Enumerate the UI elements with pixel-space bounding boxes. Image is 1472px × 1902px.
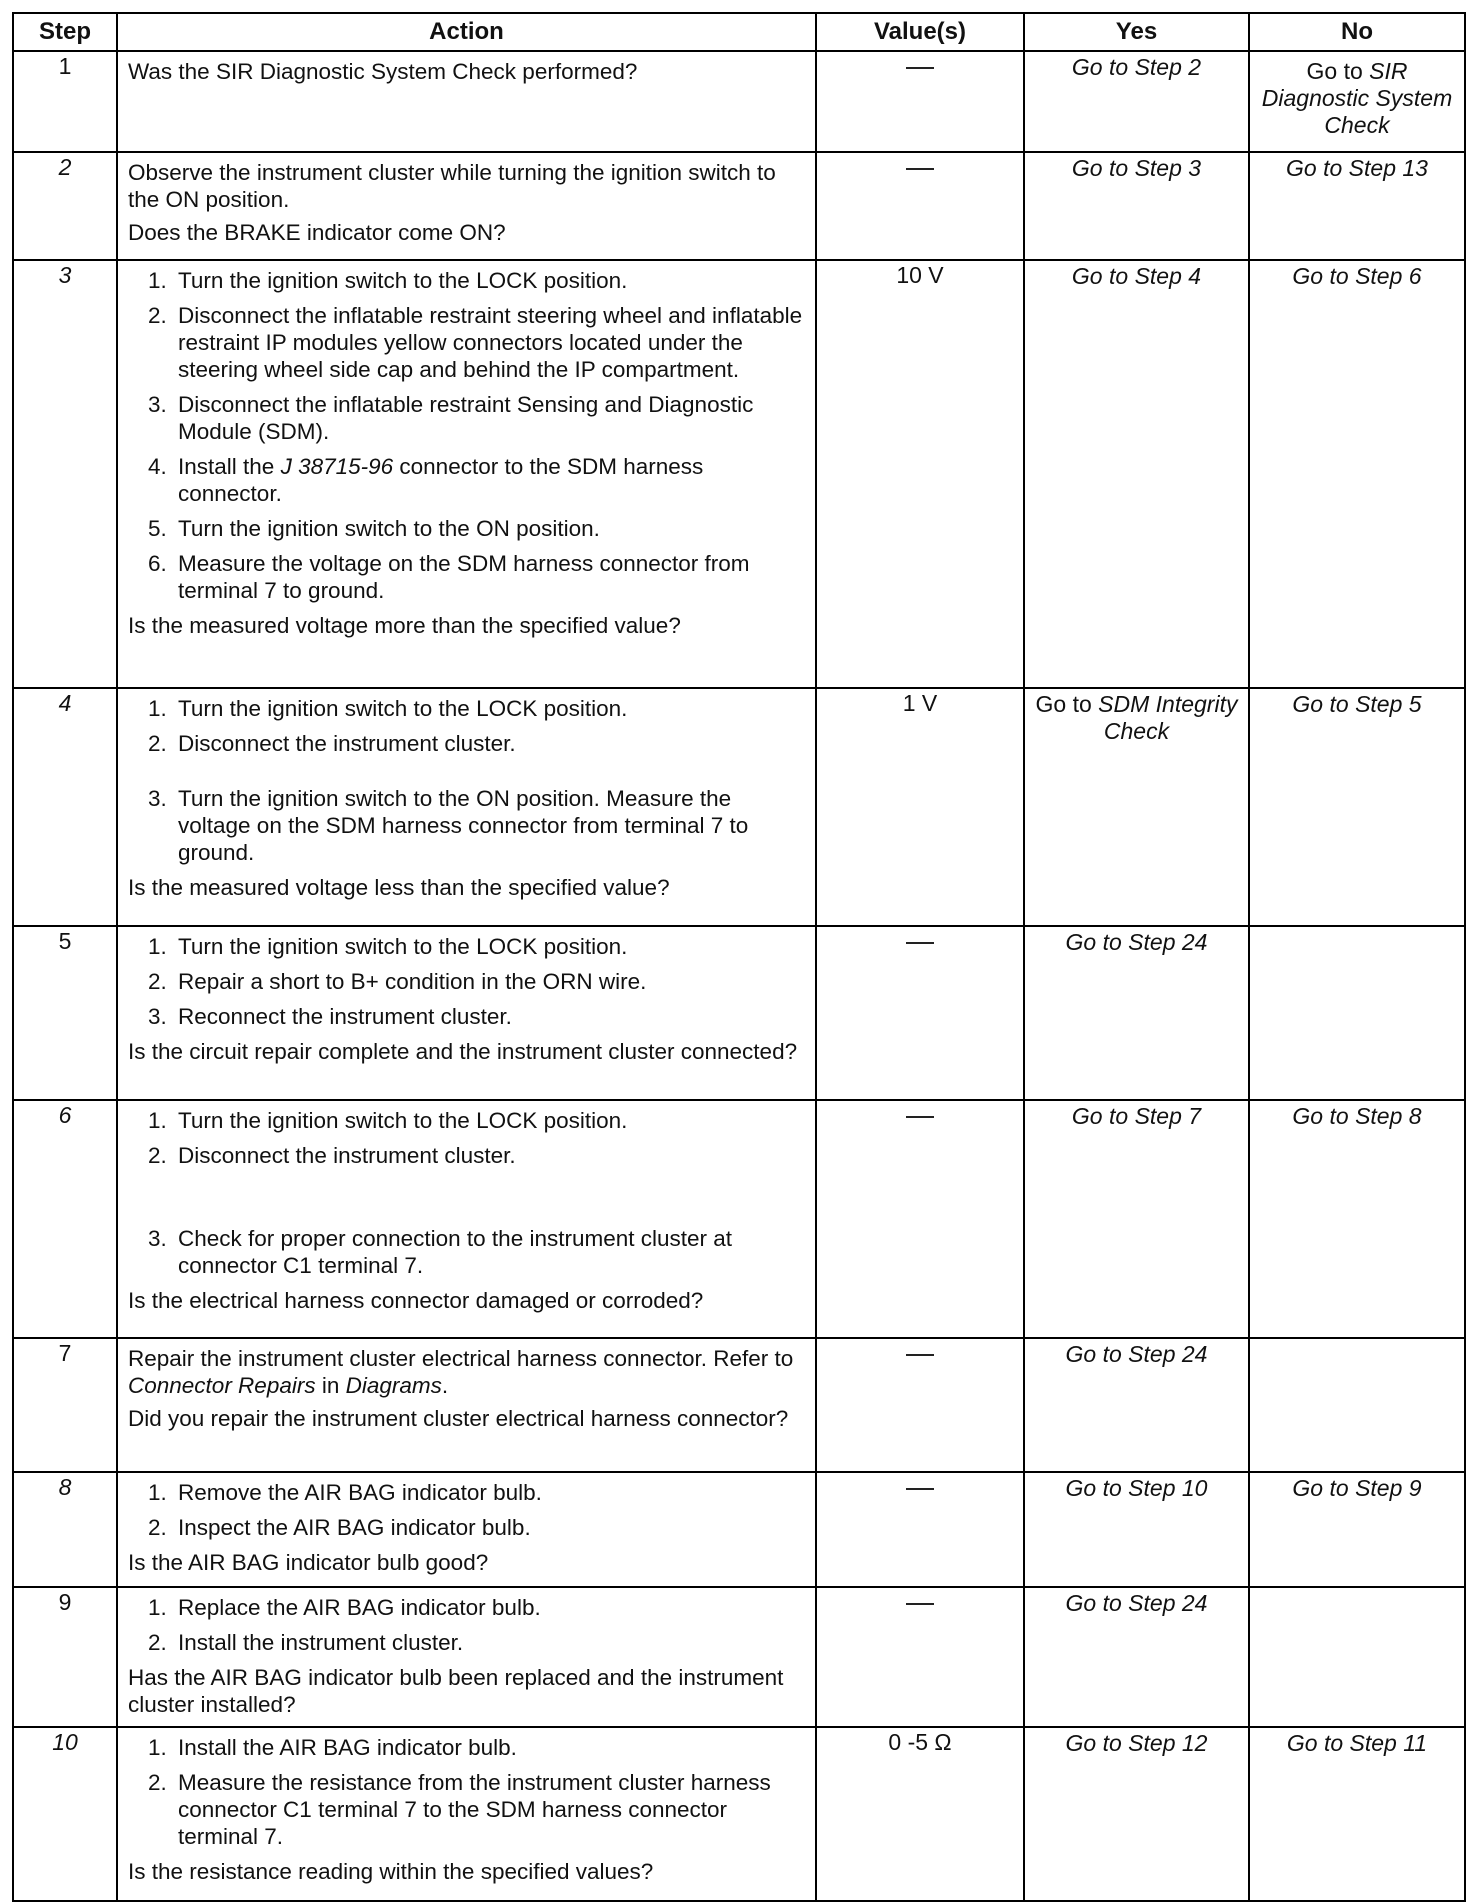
substep: 3. Check for proper connection to the instrument cluster at connector C1 terminal 7. <box>148 1226 733 1278</box>
action-question: Does the BRAKE indicator come ON? <box>128 220 506 245</box>
step-number: 3 <box>13 260 117 688</box>
table-row <box>13 1100 1465 1338</box>
action-cell <box>117 1727 816 1901</box>
action-question: Is the measured voltage less than the specified value? <box>128 875 670 900</box>
dash-mark <box>906 1603 934 1605</box>
action-cell <box>117 152 816 260</box>
yes-cell[interactable] <box>1024 688 1249 926</box>
step-number: 6 <box>13 1100 117 1338</box>
table-row <box>13 51 1465 152</box>
substep: 3. Turn the ignition switch to the ON position. Measure the voltage on the SDM harness connector from terminal 7 to ground. <box>148 786 749 865</box>
dash-mark <box>906 67 934 69</box>
step-number: 8 <box>13 1472 117 1587</box>
substep: 5. Turn the ignition switch to the ON position. <box>148 516 600 541</box>
action-cell <box>117 926 816 1100</box>
connector-repairs-link[interactable]: Connector Repairs <box>128 1373 316 1398</box>
action-question: Is the electrical harness connector damaged or corroded? <box>128 1288 704 1313</box>
yes-cell[interactable]: Go to Step 24 <box>1024 1587 1249 1727</box>
yes-cell[interactable]: Go to Step 7 <box>1024 1100 1249 1338</box>
substep: 2. Measure the resistance from the instrument cluster harness connector C1 terminal 7 to the SDM harness connector terminal 7. <box>148 1770 771 1849</box>
value-cell <box>816 51 1024 152</box>
header-step: Step <box>13 13 117 51</box>
substep: 1. Remove the AIR BAG indicator bulb. <box>148 1480 542 1505</box>
header-action: Action <box>117 13 816 51</box>
table-row <box>13 260 1465 688</box>
substep: 1. Turn the ignition switch to the LOCK position. <box>148 1108 628 1133</box>
substep: 2. Disconnect the instrument cluster. <box>148 1143 516 1168</box>
substep: 2. Install the instrument cluster. <box>148 1630 464 1655</box>
action-question: Is the resistance reading within the specified values? <box>128 1859 654 1884</box>
no-cell[interactable]: Go to Step 6 <box>1249 260 1465 688</box>
substep: 2. Disconnect the inflatable restraint steering wheel and inflatable restraint IP modules yellow connectors located under the steering wheel side cap and behind the IP compartment. <box>148 303 803 382</box>
substep: 1. Replace the AIR BAG indicator bulb. <box>148 1595 541 1620</box>
substep-list <box>128 695 809 866</box>
no-link[interactable]: SIR Diagnostic System Check <box>1261 58 1453 138</box>
yes-cell[interactable]: Go to Step 4 <box>1024 260 1249 688</box>
step-number: 5 <box>13 926 117 1100</box>
no-cell[interactable]: Go to Step 9 <box>1249 1472 1465 1587</box>
step-number: 2 <box>13 152 117 260</box>
value-cell: 0 -5 Ω <box>816 1727 1024 1901</box>
yes-cell[interactable]: Go to Step 3 <box>1024 152 1249 260</box>
action-cell <box>117 1100 816 1338</box>
no-cell <box>1249 1587 1465 1727</box>
no-cell <box>1249 1338 1465 1472</box>
substep: 2. Disconnect the instrument cluster. <box>148 731 516 756</box>
dash-mark <box>906 1488 934 1490</box>
step-number: 1 <box>13 51 117 152</box>
value-cell <box>816 1587 1024 1727</box>
value-cell <box>816 1100 1024 1338</box>
no-cell <box>1249 926 1465 1100</box>
action-question: Is the circuit repair complete and the instrument cluster connected? <box>128 1039 798 1064</box>
substep: 1. Turn the ignition switch to the LOCK position. <box>148 268 628 293</box>
dash-mark <box>906 942 934 944</box>
table-row <box>13 1472 1465 1587</box>
table-row <box>13 1587 1465 1727</box>
yes-cell[interactable]: Go to Step 10 <box>1024 1472 1249 1587</box>
substep: 3. Reconnect the instrument cluster. <box>148 1004 512 1029</box>
header-values: Value(s) <box>816 13 1024 51</box>
action-text: Repair the instrument cluster electrical harness connector. Refer to Connector Repairs in Diagrams. <box>128 1346 794 1398</box>
substep: 6. Measure the voltage on the SDM harness connector from terminal 7 to ground. <box>148 551 750 603</box>
diagnostic-table <box>12 12 1466 1902</box>
step-number: 7 <box>13 1338 117 1472</box>
substep: 1. Turn the ignition switch to the LOCK position. <box>148 934 628 959</box>
value-cell <box>816 1338 1024 1472</box>
yes-prefix: Go to <box>1035 691 1099 717</box>
dash-mark <box>906 1354 934 1356</box>
substep: 1. Turn the ignition switch to the LOCK position. <box>148 696 628 721</box>
header-row <box>13 13 1465 51</box>
yes-cell[interactable]: Go to Step 2 <box>1024 51 1249 152</box>
substep: 2. Repair a short to B+ condition in the ORN wire. <box>148 969 647 994</box>
step-number: 4 <box>13 688 117 926</box>
yes-cell[interactable]: Go to Step 24 <box>1024 1338 1249 1472</box>
step-number: 9 <box>13 1587 117 1727</box>
yes-cell[interactable]: Go to Step 12 <box>1024 1727 1249 1901</box>
value-cell <box>816 1472 1024 1587</box>
substep-list <box>128 267 809 604</box>
action-cell <box>117 1472 816 1587</box>
substep-list <box>128 1479 809 1541</box>
action-question: Is the AIR BAG indicator bulb good? <box>128 1550 489 1575</box>
header-no: No <box>1249 13 1465 51</box>
action-cell <box>117 688 816 926</box>
action-cell <box>117 1338 816 1472</box>
header-yes: Yes <box>1024 13 1249 51</box>
no-cell[interactable]: Go to Step 5 <box>1249 688 1465 926</box>
yes-cell[interactable]: Go to Step 24 <box>1024 926 1249 1100</box>
table-row <box>13 1727 1465 1901</box>
value-cell <box>816 926 1024 1100</box>
substep-list <box>128 1734 809 1850</box>
dash-mark <box>906 1116 934 1118</box>
no-cell[interactable] <box>1249 51 1465 152</box>
table-row <box>13 688 1465 926</box>
action-question: Did you repair the instrument cluster electrical harness connector? <box>128 1406 789 1431</box>
dash-mark <box>906 168 934 170</box>
no-prefix: Go to <box>1306 58 1370 84</box>
substep: 2. Inspect the AIR BAG indicator bulb. <box>148 1515 531 1540</box>
substep-list <box>128 1594 809 1656</box>
diagrams-link[interactable]: Diagrams <box>345 1373 442 1398</box>
yes-link[interactable]: SDM Integrity Check <box>1098 691 1238 744</box>
table-row <box>13 926 1465 1100</box>
value-cell <box>816 152 1024 260</box>
action-cell <box>117 51 816 152</box>
no-cell[interactable]: Go to Step 13 <box>1249 152 1465 260</box>
table-row <box>13 152 1465 260</box>
action-question: Is the measured voltage more than the specified value? <box>128 613 681 638</box>
substep: 1. Install the AIR BAG indicator bulb. <box>148 1735 517 1760</box>
substep-list <box>128 933 809 1030</box>
no-cell[interactable]: Go to Step 11 <box>1249 1727 1465 1901</box>
value-cell: 10 V <box>816 260 1024 688</box>
action-question: Was the SIR Diagnostic System Check performed? <box>128 59 638 84</box>
table-row <box>13 1338 1465 1472</box>
value-cell: 1 V <box>816 688 1024 926</box>
action-text: Observe the instrument cluster while turning the ignition switch to the ON position. <box>128 160 776 212</box>
no-cell[interactable]: Go to Step 8 <box>1249 1100 1465 1338</box>
substep: 3. Disconnect the inflatable restraint Sensing and Diagnostic Module (SDM). <box>148 392 754 444</box>
action-cell <box>117 1587 816 1727</box>
substep-list <box>128 1107 809 1279</box>
step-number: 10 <box>13 1727 117 1901</box>
action-question: Has the AIR BAG indicator bulb been replaced and the instrument cluster installed? <box>128 1665 784 1717</box>
tool-number: J 38715-96 <box>280 454 394 479</box>
action-cell <box>117 260 816 688</box>
substep: 4. Install the J 38715-96 connector to the SDM harness connector. <box>148 454 704 506</box>
